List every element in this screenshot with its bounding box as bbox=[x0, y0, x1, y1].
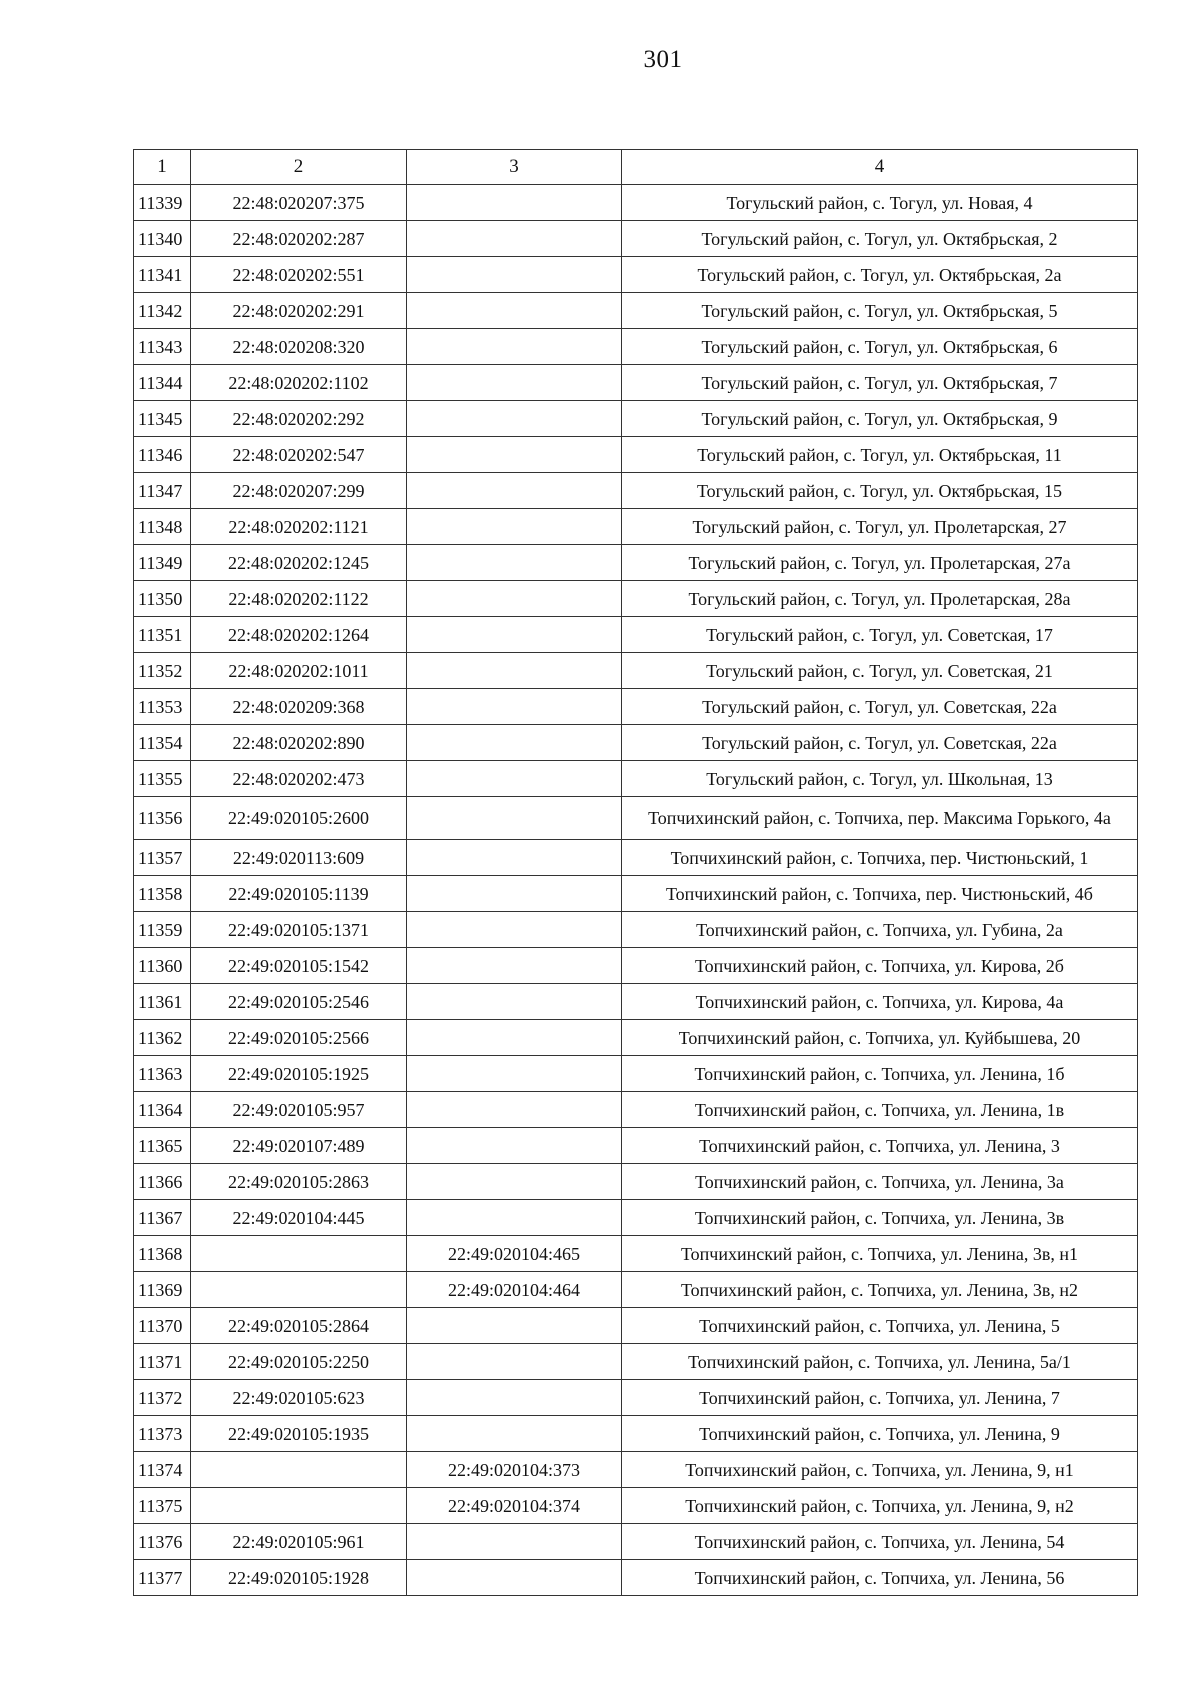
page-number: 301 bbox=[643, 46, 683, 73]
address-cell: Топчихинский район, с. Топчиха, ул. Ленина, 3в bbox=[622, 1200, 1138, 1236]
cadastral-number-cell: 22:49:020105:957 bbox=[191, 1092, 407, 1128]
object-number-cell bbox=[407, 1128, 622, 1164]
column-header-4: 4 bbox=[622, 150, 1138, 185]
table-header-row bbox=[134, 150, 1138, 185]
cadastral-number-cell: 22:48:020202:287 bbox=[191, 221, 407, 257]
row-number-cell: 11370 bbox=[134, 1308, 191, 1344]
row-number-cell: 11368 bbox=[134, 1236, 191, 1272]
cadastral-number-cell: 22:49:020105:2600 bbox=[191, 797, 407, 840]
table-row bbox=[134, 984, 1138, 1020]
cadastral-number-cell: 22:49:020105:1371 bbox=[191, 912, 407, 948]
object-number-cell bbox=[407, 725, 622, 761]
table-row bbox=[134, 1524, 1138, 1560]
address-cell: Тогульский район, с. Тогул, ул. Октябрьская, 6 bbox=[622, 329, 1138, 365]
row-number-cell: 11359 bbox=[134, 912, 191, 948]
cadastral-number-cell: 22:49:020105:1928 bbox=[191, 1560, 407, 1596]
cadastral-number-cell: 22:48:020202:890 bbox=[191, 725, 407, 761]
cadastral-number-cell: 22:48:020202:291 bbox=[191, 293, 407, 329]
cadastral-number-cell: 22:49:020105:623 bbox=[191, 1380, 407, 1416]
table-row bbox=[134, 1416, 1138, 1452]
object-number-cell bbox=[407, 509, 622, 545]
cadastral-number-cell: 22:48:020202:551 bbox=[191, 257, 407, 293]
cadastral-number-cell: 22:48:020202:547 bbox=[191, 437, 407, 473]
address-cell: Тогульский район, с. Тогул, ул. Октябрьская, 2 bbox=[622, 221, 1138, 257]
address-cell: Топчихинский район, с. Топчиха, ул. Ленина, 7 bbox=[622, 1380, 1138, 1416]
address-cell: Топчихинский район, с. Топчиха, ул. Ленина, 5а/1 bbox=[622, 1344, 1138, 1380]
object-number-cell bbox=[407, 617, 622, 653]
cadastral-number-cell: 22:48:020202:1011 bbox=[191, 653, 407, 689]
address-cell: Топчихинский район, с. Топчиха, ул. Ленина, 9 bbox=[622, 1416, 1138, 1452]
table-body bbox=[134, 185, 1138, 1596]
column-header-1: 1 bbox=[134, 150, 191, 185]
row-number-cell: 11371 bbox=[134, 1344, 191, 1380]
object-number-cell bbox=[407, 1200, 622, 1236]
row-number-cell: 11342 bbox=[134, 293, 191, 329]
object-number-cell bbox=[407, 1380, 622, 1416]
address-cell: Тогульский район, с. Тогул, ул. Советская, 22а bbox=[622, 725, 1138, 761]
table-row bbox=[134, 581, 1138, 617]
object-number-cell bbox=[407, 473, 622, 509]
table-row bbox=[134, 912, 1138, 948]
cadastral-number-cell: 22:48:020202:292 bbox=[191, 401, 407, 437]
table-row bbox=[134, 1560, 1138, 1596]
table-row bbox=[134, 948, 1138, 984]
address-cell: Топчихинский район, с. Топчиха, ул. Кирова, 4а bbox=[622, 984, 1138, 1020]
cadastral-number-cell bbox=[191, 1272, 407, 1308]
cadastral-number-cell: 22:49:020105:2864 bbox=[191, 1308, 407, 1344]
cadastral-number-cell: 22:48:020202:1122 bbox=[191, 581, 407, 617]
object-number-cell: 22:49:020104:374 bbox=[407, 1488, 622, 1524]
table-row bbox=[134, 1128, 1138, 1164]
cadastral-number-cell: 22:48:020209:368 bbox=[191, 689, 407, 725]
row-number-cell: 11344 bbox=[134, 365, 191, 401]
row-number-cell: 11351 bbox=[134, 617, 191, 653]
cadastral-number-cell bbox=[191, 1452, 407, 1488]
object-number-cell bbox=[407, 1164, 622, 1200]
table-row bbox=[134, 1056, 1138, 1092]
cadastral-number-cell: 22:49:020105:1139 bbox=[191, 876, 407, 912]
address-cell: Тогульский район, с. Тогул, ул. Октябрьская, 11 bbox=[622, 437, 1138, 473]
address-cell: Тогульский район, с. Тогул, ул. Пролетарская, 27а bbox=[622, 545, 1138, 581]
row-number-cell: 11372 bbox=[134, 1380, 191, 1416]
table-row bbox=[134, 1020, 1138, 1056]
table-row bbox=[134, 1344, 1138, 1380]
object-number-cell bbox=[407, 689, 622, 725]
row-number-cell: 11357 bbox=[134, 840, 191, 876]
table-row bbox=[134, 329, 1138, 365]
row-number-cell: 11367 bbox=[134, 1200, 191, 1236]
address-cell: Тогульский район, с. Тогул, ул. Советская, 21 bbox=[622, 653, 1138, 689]
row-number-cell: 11366 bbox=[134, 1164, 191, 1200]
cadastral-number-cell: 22:49:020104:445 bbox=[191, 1200, 407, 1236]
row-number-cell: 11343 bbox=[134, 329, 191, 365]
table-row bbox=[134, 1488, 1138, 1524]
table-row bbox=[134, 1452, 1138, 1488]
object-number-cell bbox=[407, 365, 622, 401]
row-number-cell: 11358 bbox=[134, 876, 191, 912]
row-number-cell: 11352 bbox=[134, 653, 191, 689]
address-cell: Топчихинский район, с. Топчиха, пер. Чистюньский, 1 bbox=[622, 840, 1138, 876]
cadastral-number-cell: 22:48:020202:1245 bbox=[191, 545, 407, 581]
row-number-cell: 11353 bbox=[134, 689, 191, 725]
object-number-cell bbox=[407, 984, 622, 1020]
cadastral-number-cell: 22:49:020105:961 bbox=[191, 1524, 407, 1560]
cadastral-number-cell: 22:49:020105:1935 bbox=[191, 1416, 407, 1452]
table-row bbox=[134, 473, 1138, 509]
object-number-cell bbox=[407, 1092, 622, 1128]
object-number-cell bbox=[407, 653, 622, 689]
object-number-cell bbox=[407, 545, 622, 581]
row-number-cell: 11374 bbox=[134, 1452, 191, 1488]
cadastral-number-cell: 22:48:020202:1264 bbox=[191, 617, 407, 653]
table-row bbox=[134, 257, 1138, 293]
object-number-cell bbox=[407, 761, 622, 797]
object-number-cell bbox=[407, 948, 622, 984]
address-cell: Тогульский район, с. Тогул, ул. Пролетарская, 27 bbox=[622, 509, 1138, 545]
cadastral-number-cell bbox=[191, 1488, 407, 1524]
table-row bbox=[134, 617, 1138, 653]
row-number-cell: 11350 bbox=[134, 581, 191, 617]
cadastral-number-cell: 22:49:020107:489 bbox=[191, 1128, 407, 1164]
row-number-cell: 11345 bbox=[134, 401, 191, 437]
table-row bbox=[134, 1272, 1138, 1308]
row-number-cell: 11375 bbox=[134, 1488, 191, 1524]
cadastral-number-cell: 22:49:020105:1925 bbox=[191, 1056, 407, 1092]
address-cell: Топчихинский район, с. Топчиха, ул. Ленина, 9, н1 bbox=[622, 1452, 1138, 1488]
address-cell: Топчихинский район, с. Топчиха, ул. Ленина, 1б bbox=[622, 1056, 1138, 1092]
column-header-2: 2 bbox=[191, 150, 407, 185]
object-number-cell: 22:49:020104:373 bbox=[407, 1452, 622, 1488]
address-cell: Топчихинский район, с. Топчиха, пер. Чистюньский, 4б bbox=[622, 876, 1138, 912]
object-number-cell bbox=[407, 840, 622, 876]
table-row bbox=[134, 840, 1138, 876]
address-cell: Тогульский район, с. Тогул, ул. Октябрьская, 9 bbox=[622, 401, 1138, 437]
row-number-cell: 11346 bbox=[134, 437, 191, 473]
address-cell: Топчихинский район, с. Топчиха, ул. Ленина, 9, н2 bbox=[622, 1488, 1138, 1524]
table-row bbox=[134, 761, 1138, 797]
address-cell: Тогульский район, с. Тогул, ул. Школьная, 13 bbox=[622, 761, 1138, 797]
row-number-cell: 11369 bbox=[134, 1272, 191, 1308]
cadastral-number-cell: 22:48:020207:299 bbox=[191, 473, 407, 509]
row-number-cell: 11361 bbox=[134, 984, 191, 1020]
object-number-cell bbox=[407, 1056, 622, 1092]
object-number-cell: 22:49:020104:464 bbox=[407, 1272, 622, 1308]
table-row bbox=[134, 1164, 1138, 1200]
table-row bbox=[134, 1092, 1138, 1128]
object-number-cell bbox=[407, 1524, 622, 1560]
cadastral-number-cell: 22:49:020105:2863 bbox=[191, 1164, 407, 1200]
column-header-3: 3 bbox=[407, 150, 622, 185]
table-row bbox=[134, 509, 1138, 545]
cadastral-number-cell bbox=[191, 1236, 407, 1272]
table-row bbox=[134, 689, 1138, 725]
cadastral-number-cell: 22:49:020113:609 bbox=[191, 840, 407, 876]
object-number-cell bbox=[407, 1560, 622, 1596]
object-number-cell bbox=[407, 329, 622, 365]
row-number-cell: 11339 bbox=[134, 185, 191, 221]
cadastral-number-cell: 22:48:020202:473 bbox=[191, 761, 407, 797]
address-cell: Тогульский район, с. Тогул, ул. Октябрьская, 5 bbox=[622, 293, 1138, 329]
row-number-cell: 11364 bbox=[134, 1092, 191, 1128]
object-number-cell bbox=[407, 1344, 622, 1380]
row-number-cell: 11355 bbox=[134, 761, 191, 797]
row-number-cell: 11376 bbox=[134, 1524, 191, 1560]
object-number-cell bbox=[407, 1416, 622, 1452]
row-number-cell: 11363 bbox=[134, 1056, 191, 1092]
row-number-cell: 11377 bbox=[134, 1560, 191, 1596]
cadastral-number-cell: 22:49:020105:2546 bbox=[191, 984, 407, 1020]
object-number-cell bbox=[407, 257, 622, 293]
cadastral-number-cell: 22:49:020105:1542 bbox=[191, 948, 407, 984]
table-row bbox=[134, 401, 1138, 437]
table-row bbox=[134, 545, 1138, 581]
object-number-cell bbox=[407, 1308, 622, 1344]
table-row bbox=[134, 1308, 1138, 1344]
table-row bbox=[134, 221, 1138, 257]
object-number-cell bbox=[407, 401, 622, 437]
object-number-cell bbox=[407, 912, 622, 948]
address-cell: Топчихинский район, с. Топчиха, ул. Кирова, 2б bbox=[622, 948, 1138, 984]
row-number-cell: 11365 bbox=[134, 1128, 191, 1164]
row-number-cell: 11348 bbox=[134, 509, 191, 545]
address-cell: Топчихинский район, с. Топчиха, ул. Ленина, 3 bbox=[622, 1128, 1138, 1164]
cadastral-number-cell: 22:48:020207:375 bbox=[191, 185, 407, 221]
cadastral-number-cell: 22:48:020202:1121 bbox=[191, 509, 407, 545]
address-cell: Тогульский район, с. Тогул, ул. Октябрьская, 15 bbox=[622, 473, 1138, 509]
cadastral-number-cell: 22:49:020105:2566 bbox=[191, 1020, 407, 1056]
object-number-cell bbox=[407, 581, 622, 617]
object-number-cell bbox=[407, 797, 622, 840]
row-number-cell: 11341 bbox=[134, 257, 191, 293]
address-cell: Топчихинский район, с. Топчиха, ул. Ленина, 1в bbox=[622, 1092, 1138, 1128]
table-row bbox=[134, 293, 1138, 329]
object-number-cell bbox=[407, 185, 622, 221]
address-cell: Тогульский район, с. Тогул, ул. Пролетарская, 28а bbox=[622, 581, 1138, 617]
registry-table bbox=[133, 149, 1138, 1596]
table-row bbox=[134, 725, 1138, 761]
row-number-cell: 11340 bbox=[134, 221, 191, 257]
row-number-cell: 11347 bbox=[134, 473, 191, 509]
address-cell: Топчихинский район, с. Топчиха, ул. Ленина, 56 bbox=[622, 1560, 1138, 1596]
address-cell: Тогульский район, с. Тогул, ул. Новая, 4 bbox=[622, 185, 1138, 221]
row-number-cell: 11362 bbox=[134, 1020, 191, 1056]
address-cell: Тогульский район, с. Тогул, ул. Октябрьская, 2а bbox=[622, 257, 1138, 293]
address-cell: Тогульский район, с. Тогул, ул. Октябрьская, 7 bbox=[622, 365, 1138, 401]
object-number-cell: 22:49:020104:465 bbox=[407, 1236, 622, 1272]
row-number-cell: 11354 bbox=[134, 725, 191, 761]
address-cell: Тогульский район, с. Тогул, ул. Советская, 22а bbox=[622, 689, 1138, 725]
cadastral-number-cell: 22:48:020208:320 bbox=[191, 329, 407, 365]
cadastral-number-cell: 22:49:020105:2250 bbox=[191, 1344, 407, 1380]
address-cell: Тогульский район, с. Тогул, ул. Советская, 17 bbox=[622, 617, 1138, 653]
row-number-cell: 11349 bbox=[134, 545, 191, 581]
table-row bbox=[134, 1200, 1138, 1236]
object-number-cell bbox=[407, 221, 622, 257]
object-number-cell bbox=[407, 437, 622, 473]
row-number-cell: 11360 bbox=[134, 948, 191, 984]
table-row bbox=[134, 1236, 1138, 1272]
address-cell: Топчихинский район, с. Топчиха, ул. Губина, 2а bbox=[622, 912, 1138, 948]
row-number-cell: 11373 bbox=[134, 1416, 191, 1452]
row-number-cell: 11356 bbox=[134, 797, 191, 840]
table-row bbox=[134, 653, 1138, 689]
address-cell: Топчихинский район, с. Топчиха, пер. Максима Горького, 4а bbox=[622, 797, 1138, 840]
object-number-cell bbox=[407, 293, 622, 329]
table-row bbox=[134, 797, 1138, 840]
object-number-cell bbox=[407, 876, 622, 912]
table-row bbox=[134, 1380, 1138, 1416]
address-cell: Топчихинский район, с. Топчиха, ул. Ленина, 5 bbox=[622, 1308, 1138, 1344]
cadastral-number-cell: 22:48:020202:1102 bbox=[191, 365, 407, 401]
object-number-cell bbox=[407, 1020, 622, 1056]
address-cell: Топчихинский район, с. Топчиха, ул. Ленина, 3в, н1 bbox=[622, 1236, 1138, 1272]
address-cell: Топчихинский район, с. Топчиха, ул. Ленина, 3в, н2 bbox=[622, 1272, 1138, 1308]
address-cell: Топчихинский район, с. Топчиха, ул. Ленина, 3а bbox=[622, 1164, 1138, 1200]
address-cell: Топчихинский район, с. Топчиха, ул. Ленина, 54 bbox=[622, 1524, 1138, 1560]
table-row bbox=[134, 365, 1138, 401]
address-cell: Топчихинский район, с. Топчиха, ул. Куйбышева, 20 bbox=[622, 1020, 1138, 1056]
table-row bbox=[134, 185, 1138, 221]
table-row bbox=[134, 437, 1138, 473]
table-row bbox=[134, 876, 1138, 912]
